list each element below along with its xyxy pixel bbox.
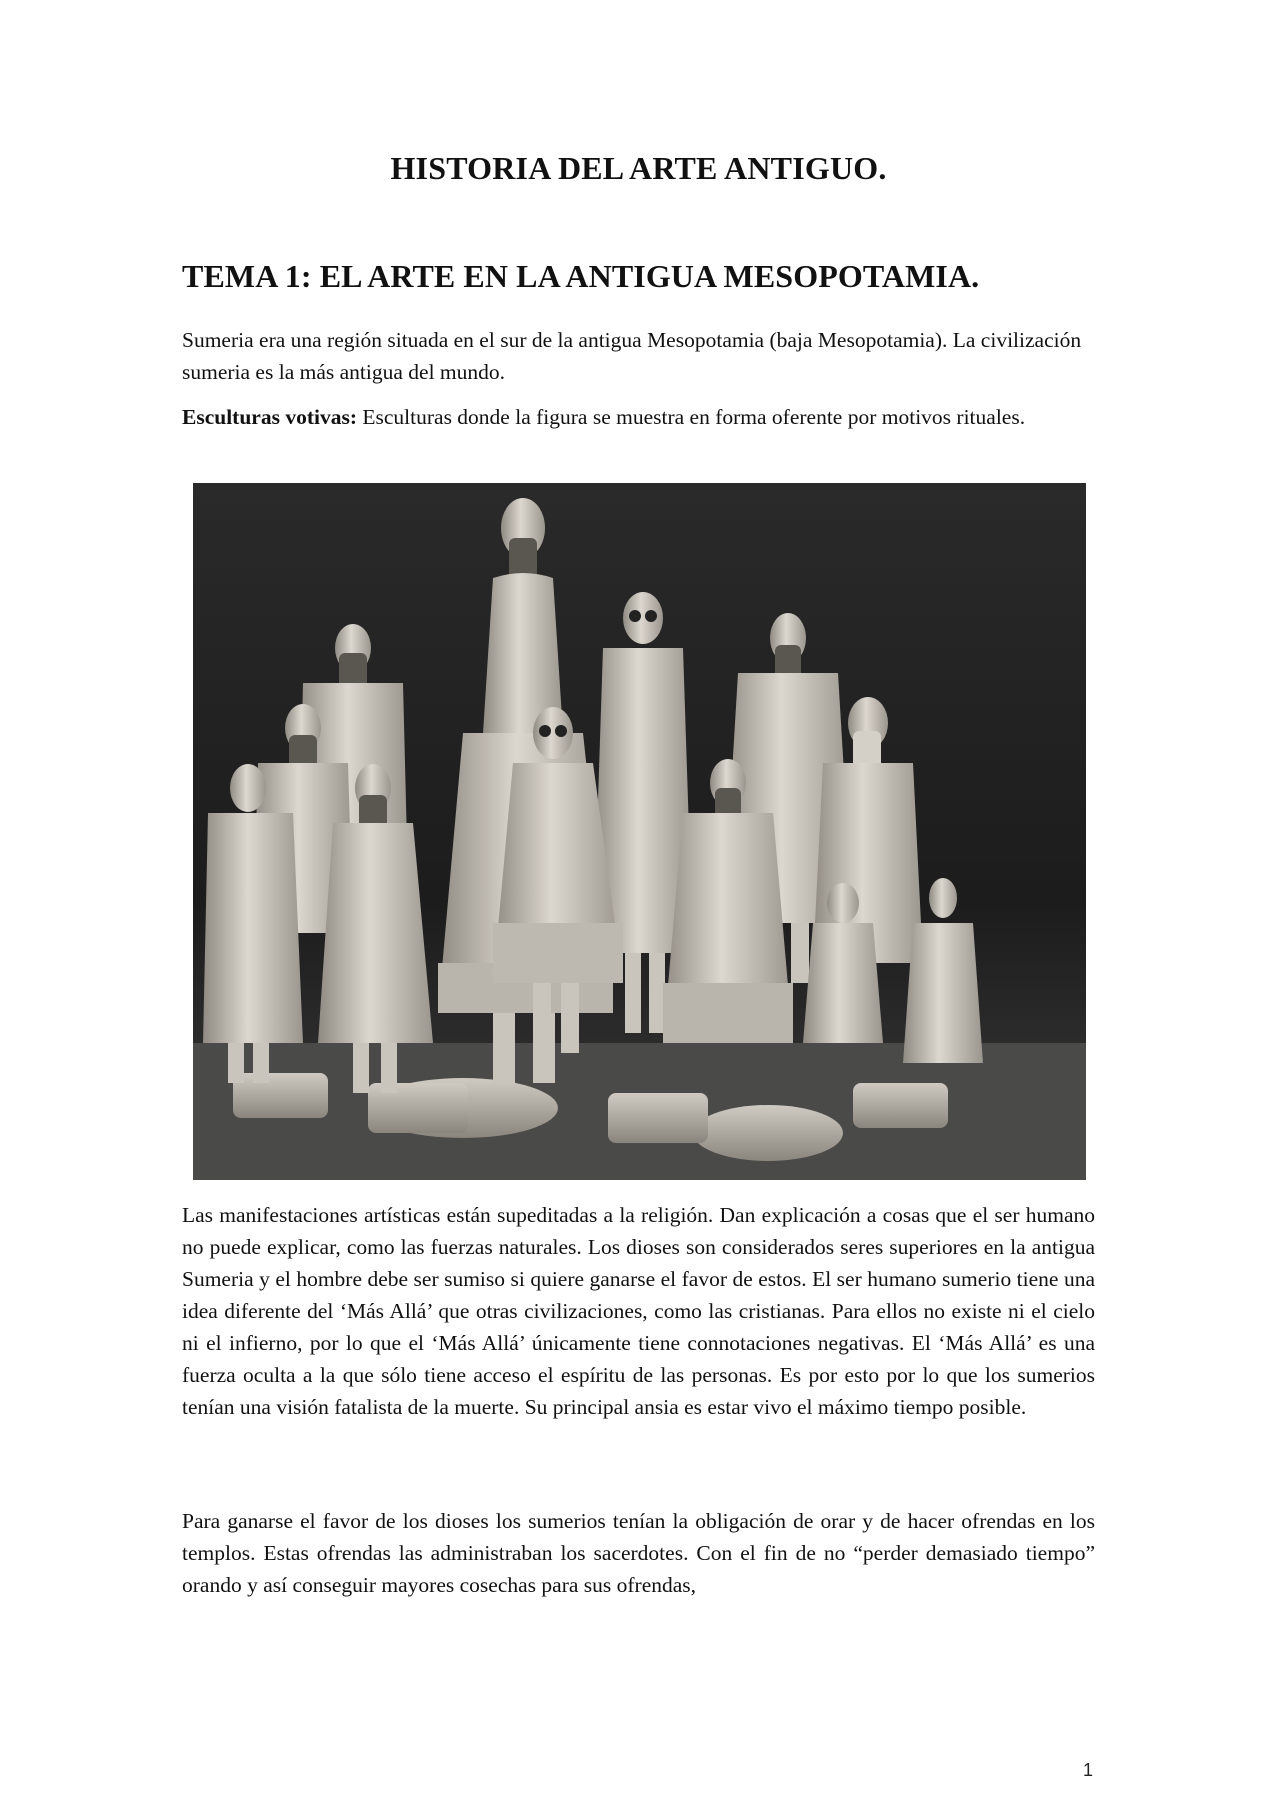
offerings-paragraph: Para ganarse el favor de los dioses los sumerios tenían la obligación de orar y de hacer ofrendas en los templos. Estas ofrendas las administraban los sacerdotes. Con el fin de no “perder demasiado tiempo” orando y así conseguir mayores cosechas para sus ofrendas,: [182, 1509, 1095, 1597]
votive-paragraph: [182, 401, 1095, 433]
page-number: 1: [1083, 1760, 1094, 1780]
votive-definition: Esculturas donde la figura se muestra en forma oferente por motivos rituales.: [357, 405, 1026, 429]
document-title: HISTORIA DEL ARTE ANTIGUO.: [390, 150, 887, 186]
votive-statues-illustration: [193, 483, 1086, 1180]
section-title: TEMA 1: EL ARTE EN LA ANTIGUA MESOPOTAMIA.: [182, 258, 980, 294]
votive-statues-photo: [193, 483, 1086, 1180]
religion-paragraph: Las manifestaciones artísticas están supeditadas a la religión. Dan explicación a cosas que el ser humano no puede explicar, como las fuerzas naturales. Los dioses son considerados seres superiores en la antigua Sumeria y el hombre debe ser sumiso si quiere ganarse el favor de estos. El ser humano sumerio tiene una idea diferente del ‘Más Allá’ que otras civilizaciones, como las cristianas. Para ellos no existe ni el cielo ni el infierno, por lo que el ‘Más Allá’ únicamente tiene connotaciones negativas. El ‘Más Allá’ es una fuerza oculta a la que sólo tiene acceso el espíritu de las personas. Es por esto por lo que los sumerios tenían una visión fatalista de la muerte. Su principal ansia es estar vivo el máximo tiempo posible.: [182, 1203, 1095, 1419]
votive-term: Esculturas votivas:: [182, 405, 357, 429]
intro-paragraph: Sumeria era una región situada en el sur de la antigua Mesopotamia (baja Mesopotamia). La civilización sumeria es la más antigua del mundo.: [182, 328, 1082, 384]
